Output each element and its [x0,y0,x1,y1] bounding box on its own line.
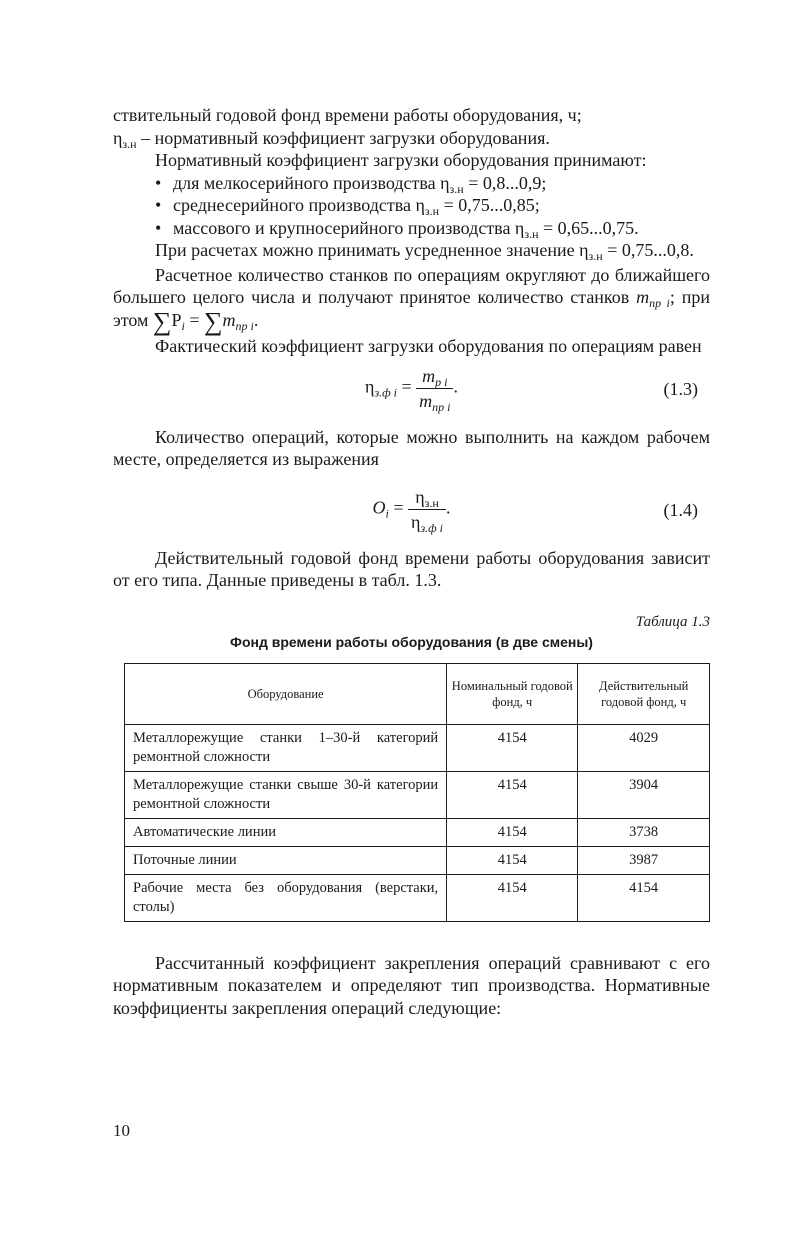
equation-number: (1.3) [663,378,698,399]
table-row [125,846,710,874]
actual-value: 3904 [578,771,710,818]
equation-number: (1.4) [663,499,698,520]
page-number: 10 [113,1121,130,1140]
nominal-value: 4154 [447,874,578,921]
table-row [125,724,710,771]
column-header-actual: Действительный годовой фонд, ч [578,663,710,724]
table-header-row [125,663,710,724]
table-row [125,818,710,846]
page-body [113,104,710,1019]
paragraph-2: Нормативный коэффициент загрузки оборудования принимают: [155,150,647,170]
actual-value: 3987 [578,846,710,874]
paragraph-7: Действительный годовой фонд времени работы оборудования зависит от его типа. Данные приведены в табл. 1.3. [113,547,710,590]
table-caption: Таблица 1.3 [635,613,710,630]
equipment-time-table [124,663,710,922]
equipment-name: Металлорежущие станки свыше 30-й категории ремонтной сложности [125,771,447,818]
paragraph-5: Фактический коэффициент загрузки оборудования по операциям равен [155,336,702,356]
nominal-value: 4154 [447,724,578,771]
bullet-item: • среднесерийного производства $\eta_{з.н} = 0,75...0,85$; [155,194,710,217]
formula-1-4: $O_i$ = $\frac{\eta_{з.н}}{\eta_{з.ф i}}$ . (1.4) [372,486,698,535]
formula-1-3: $\eta_{з.ф i}$ = $\frac{m_{р i}}{m_{пр i}}$ . (1.3) [365,365,698,414]
equipment-name: Металлорежущие станки 1–30-й категорий ремонтной сложности [125,724,447,771]
column-header-equipment: Оборудование [125,663,447,724]
paragraph-3: При расчетах можно принимать усредненное значение $\eta_{з.н} = 0,75...0,8$. [155,240,694,263]
table-title: Фонд времени работы оборудования (в две смены) [230,633,593,650]
bullet-item: • массового и крупносерийного производства $\eta_{з.н} = 0,65...0,75$. [155,217,710,240]
actual-value: 4029 [578,724,710,771]
nominal-value: 4154 [447,846,578,874]
column-header-nominal: Номинальный годовой фонд, ч [447,663,578,724]
paragraph-6: Количество операций, которые можно выполнить на каждом рабочем месте, определяется из выражения [113,426,710,469]
nominal-value: 4154 [447,771,578,818]
paragraph-8: Рассчитанный коэффициент закрепления операций сравнивают с его нормативным показателем и определяют тип производства. Нормативные коэффициенты закрепления операций следующие: [113,952,710,1018]
table-row [125,771,710,818]
actual-value: 4154 [578,874,710,921]
bullet-list [113,172,710,240]
bullet-item: • для мелкосерийного производства $\eta_{з.н} = 0,8...0,9$; [155,172,710,195]
equipment-name: Автоматические линии [125,818,447,846]
paragraph-1: ствительный годовой фонд времени работы оборудования, ч; $\eta_{з.н}$ – нормативный коэффициент загрузки оборудования. [113,105,582,151]
nominal-value: 4154 [447,818,578,846]
equipment-name: Рабочие места без оборудования (верстаки, столы) [125,874,447,921]
table-row [125,874,710,921]
actual-value: 3738 [578,818,710,846]
paragraph-4: Расчетное количество станков по операциям округляют до ближайшего большего целого числа и получают принятое количество станков $m_{пр i}$; при этом $\sum P_i = \sum m_{пр i}$. [113,264,710,336]
equipment-name: Поточные линии [125,846,447,874]
